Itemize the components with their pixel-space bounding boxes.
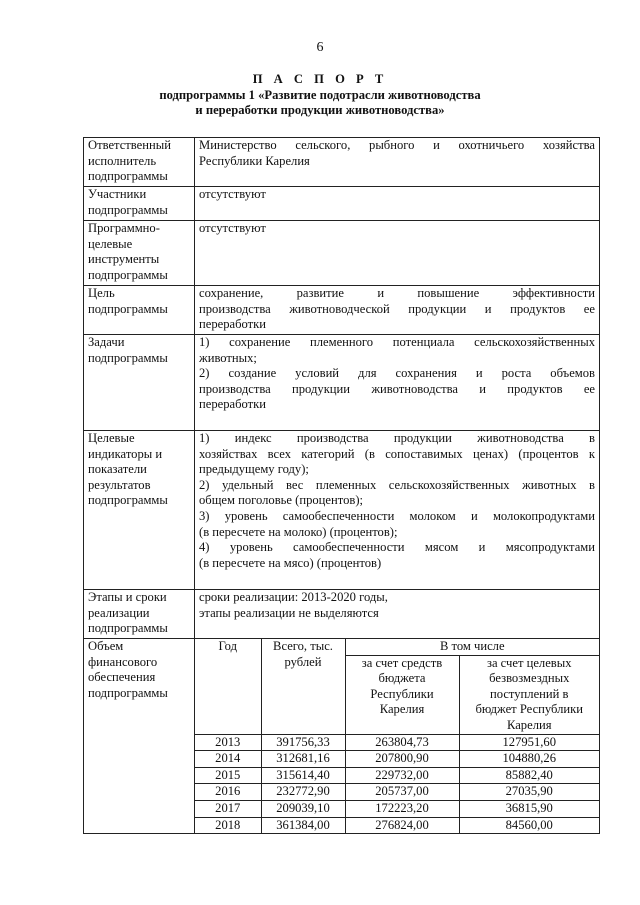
value-line: производства животноводческой продукции и продуктов ее — [199, 301, 595, 316]
cell-year: 2017 — [195, 800, 261, 817]
header-line: безвозмездных — [489, 671, 570, 686]
cell-grants: 85882,40 — [459, 767, 599, 784]
cell-total: 315614,40 — [261, 767, 345, 784]
financing-data-row — [195, 800, 599, 817]
row-indicators — [84, 431, 600, 590]
cell-grants: 127951,60 — [459, 734, 599, 751]
label-line: реализации — [88, 605, 150, 620]
label-line: Программно- — [88, 221, 160, 235]
value-line: производства продукции животноводства и продуктов ее — [199, 381, 595, 396]
label-line: подпрограммы — [88, 685, 168, 700]
cell-grants: 104880,26 — [459, 751, 599, 768]
value-responsible — [195, 138, 600, 187]
cell-total: 391756,33 — [261, 734, 345, 751]
document-heading — [0, 72, 640, 119]
label-line: инструменты — [88, 252, 160, 267]
cell-total: 209039,10 — [261, 800, 345, 817]
label-line: Ответственный — [88, 138, 171, 152]
value-line: переработки — [199, 317, 267, 332]
header-line: Всего, тыс. — [273, 639, 333, 653]
financing-data-row — [195, 734, 599, 751]
value-line: сроки реализации: 2013-2020 годы, — [199, 590, 388, 604]
label-responsible — [84, 138, 195, 187]
row-tasks — [84, 335, 600, 431]
financing-data-row — [195, 817, 599, 833]
label-line: Цель — [88, 286, 115, 300]
value-line: 2) удельный вес племенных сельскохозяйственных животных в — [199, 477, 595, 492]
passport-table — [83, 137, 600, 834]
row-stages — [84, 590, 600, 639]
cell-year: 2016 — [195, 784, 261, 801]
label-line: подпрограммы — [88, 493, 168, 508]
cell-year: 2013 — [195, 734, 261, 751]
value-line: Министерство сельского, рыбного и охотничьего хозяйства — [199, 138, 595, 152]
header-including: В том числе — [345, 639, 599, 655]
label-line: Целевые — [88, 431, 135, 445]
cell-budget: 172223,20 — [345, 800, 459, 817]
label-goal — [84, 286, 195, 335]
value-line: (в пересчете на мясо) (процентов) — [199, 555, 382, 570]
label-line: подпрограммы — [88, 169, 168, 184]
value-line: 1) сохранение племенного потенциала сельскохозяйственных — [199, 335, 595, 349]
value-line: (в пересчете на молоко) (процентов); — [199, 524, 398, 539]
value-line: животных; — [199, 350, 257, 365]
label-line: Участники — [88, 187, 147, 201]
header-line: рублей — [284, 654, 322, 669]
label-stages — [84, 590, 195, 639]
cell-grants: 84560,00 — [459, 817, 599, 833]
value-line: общем поголовье (процентов); — [199, 493, 364, 508]
label-financing — [84, 639, 195, 834]
label-line: Задачи — [88, 335, 125, 349]
cell-budget: 205737,00 — [345, 784, 459, 801]
label-line: результатов — [88, 477, 151, 492]
value-line: 3) уровень самообеспеченности молоком и молокопродуктами — [199, 508, 595, 523]
label-line: показатели — [88, 462, 147, 477]
label-line: исполнитель — [88, 153, 157, 168]
label-line: Объем — [88, 639, 124, 653]
value-line: хозяйствах всех категорий (в сопоставимых ценах) (процентов к — [199, 446, 595, 461]
label-line: финансового — [88, 654, 158, 669]
row-participants — [84, 187, 600, 221]
header-total — [261, 639, 345, 734]
header-line: бюджет Республики — [475, 702, 584, 717]
label-instruments — [84, 221, 195, 286]
header-line: бюджета — [378, 671, 426, 686]
value-line: сохранение, развитие и повышение эффективности — [199, 286, 595, 300]
header-line: поступлений в — [489, 686, 569, 701]
header-grants — [459, 655, 599, 734]
label-line: подпрограммы — [88, 621, 168, 636]
cell-year: 2015 — [195, 767, 261, 784]
label-participants — [84, 187, 195, 221]
cell-budget: 276824,00 — [345, 817, 459, 833]
label-line: подпрограммы — [88, 350, 168, 365]
cell-budget: 229732,00 — [345, 767, 459, 784]
label-line: целевые — [88, 236, 133, 251]
cell-budget: 263804,73 — [345, 734, 459, 751]
header-line: Карелия — [379, 702, 425, 717]
value-line: этапы реализации не выделяются — [199, 605, 379, 620]
header-line: за счет целевых — [486, 655, 572, 670]
financing-table-cell — [195, 639, 600, 834]
row-responsible — [84, 138, 600, 187]
financing-table — [195, 639, 599, 833]
cell-grants: 36815,90 — [459, 800, 599, 817]
value-line: 2) создание условий для сохранения и роста объемов — [199, 366, 595, 381]
header-line: Карелия — [506, 717, 552, 732]
value-goal — [195, 286, 600, 335]
value-participants: отсутствуют — [195, 187, 600, 221]
financing-data-row — [195, 784, 599, 801]
header-line: за счет средств — [361, 655, 443, 670]
cell-budget: 207800,90 — [345, 751, 459, 768]
header-line: Республики — [370, 686, 434, 701]
financing-header-row — [195, 639, 599, 655]
label-line: индикаторы и — [88, 446, 163, 461]
cell-total: 312681,16 — [261, 751, 345, 768]
financing-data-row — [195, 751, 599, 768]
header-budget — [345, 655, 459, 734]
cell-year: 2018 — [195, 817, 261, 833]
page-number: 6 — [316, 40, 324, 55]
financing-data-row — [195, 767, 599, 784]
value-stages — [195, 590, 600, 639]
heading-line-3: и переработки продукции животноводства» — [195, 103, 445, 117]
label-line: Этапы и сроки — [88, 590, 167, 604]
cell-total: 361384,00 — [261, 817, 345, 833]
header-year: Год — [195, 639, 261, 734]
value-line: Республики Карелия — [199, 153, 310, 168]
row-financing — [84, 639, 600, 834]
heading-title: П А С П О Р Т — [252, 72, 388, 86]
value-line: 4) уровень самообеспеченности мясом и мясопродуктами — [199, 540, 595, 555]
value-indicators — [195, 431, 600, 590]
cell-year: 2014 — [195, 751, 261, 768]
row-goal — [84, 286, 600, 335]
value-line: переработки — [199, 397, 267, 412]
value-tasks — [195, 335, 600, 431]
label-tasks — [84, 335, 195, 431]
label-line: подпрограммы — [88, 267, 168, 282]
value-line: 1) индекс производства продукции животноводства в — [199, 431, 595, 445]
value-line: предыдущему году); — [199, 462, 309, 477]
value-instruments: отсутствуют — [195, 221, 600, 286]
label-line: подпрограммы — [88, 202, 168, 217]
cell-total: 232772,90 — [261, 784, 345, 801]
cell-grants: 27035,90 — [459, 784, 599, 801]
row-instruments — [84, 221, 600, 286]
label-line: обеспечения — [88, 670, 156, 685]
label-indicators — [84, 431, 195, 590]
label-line: подпрограммы — [88, 301, 168, 316]
heading-line-2: подпрограммы 1 «Развитие подотрасли животноводства — [159, 87, 481, 102]
